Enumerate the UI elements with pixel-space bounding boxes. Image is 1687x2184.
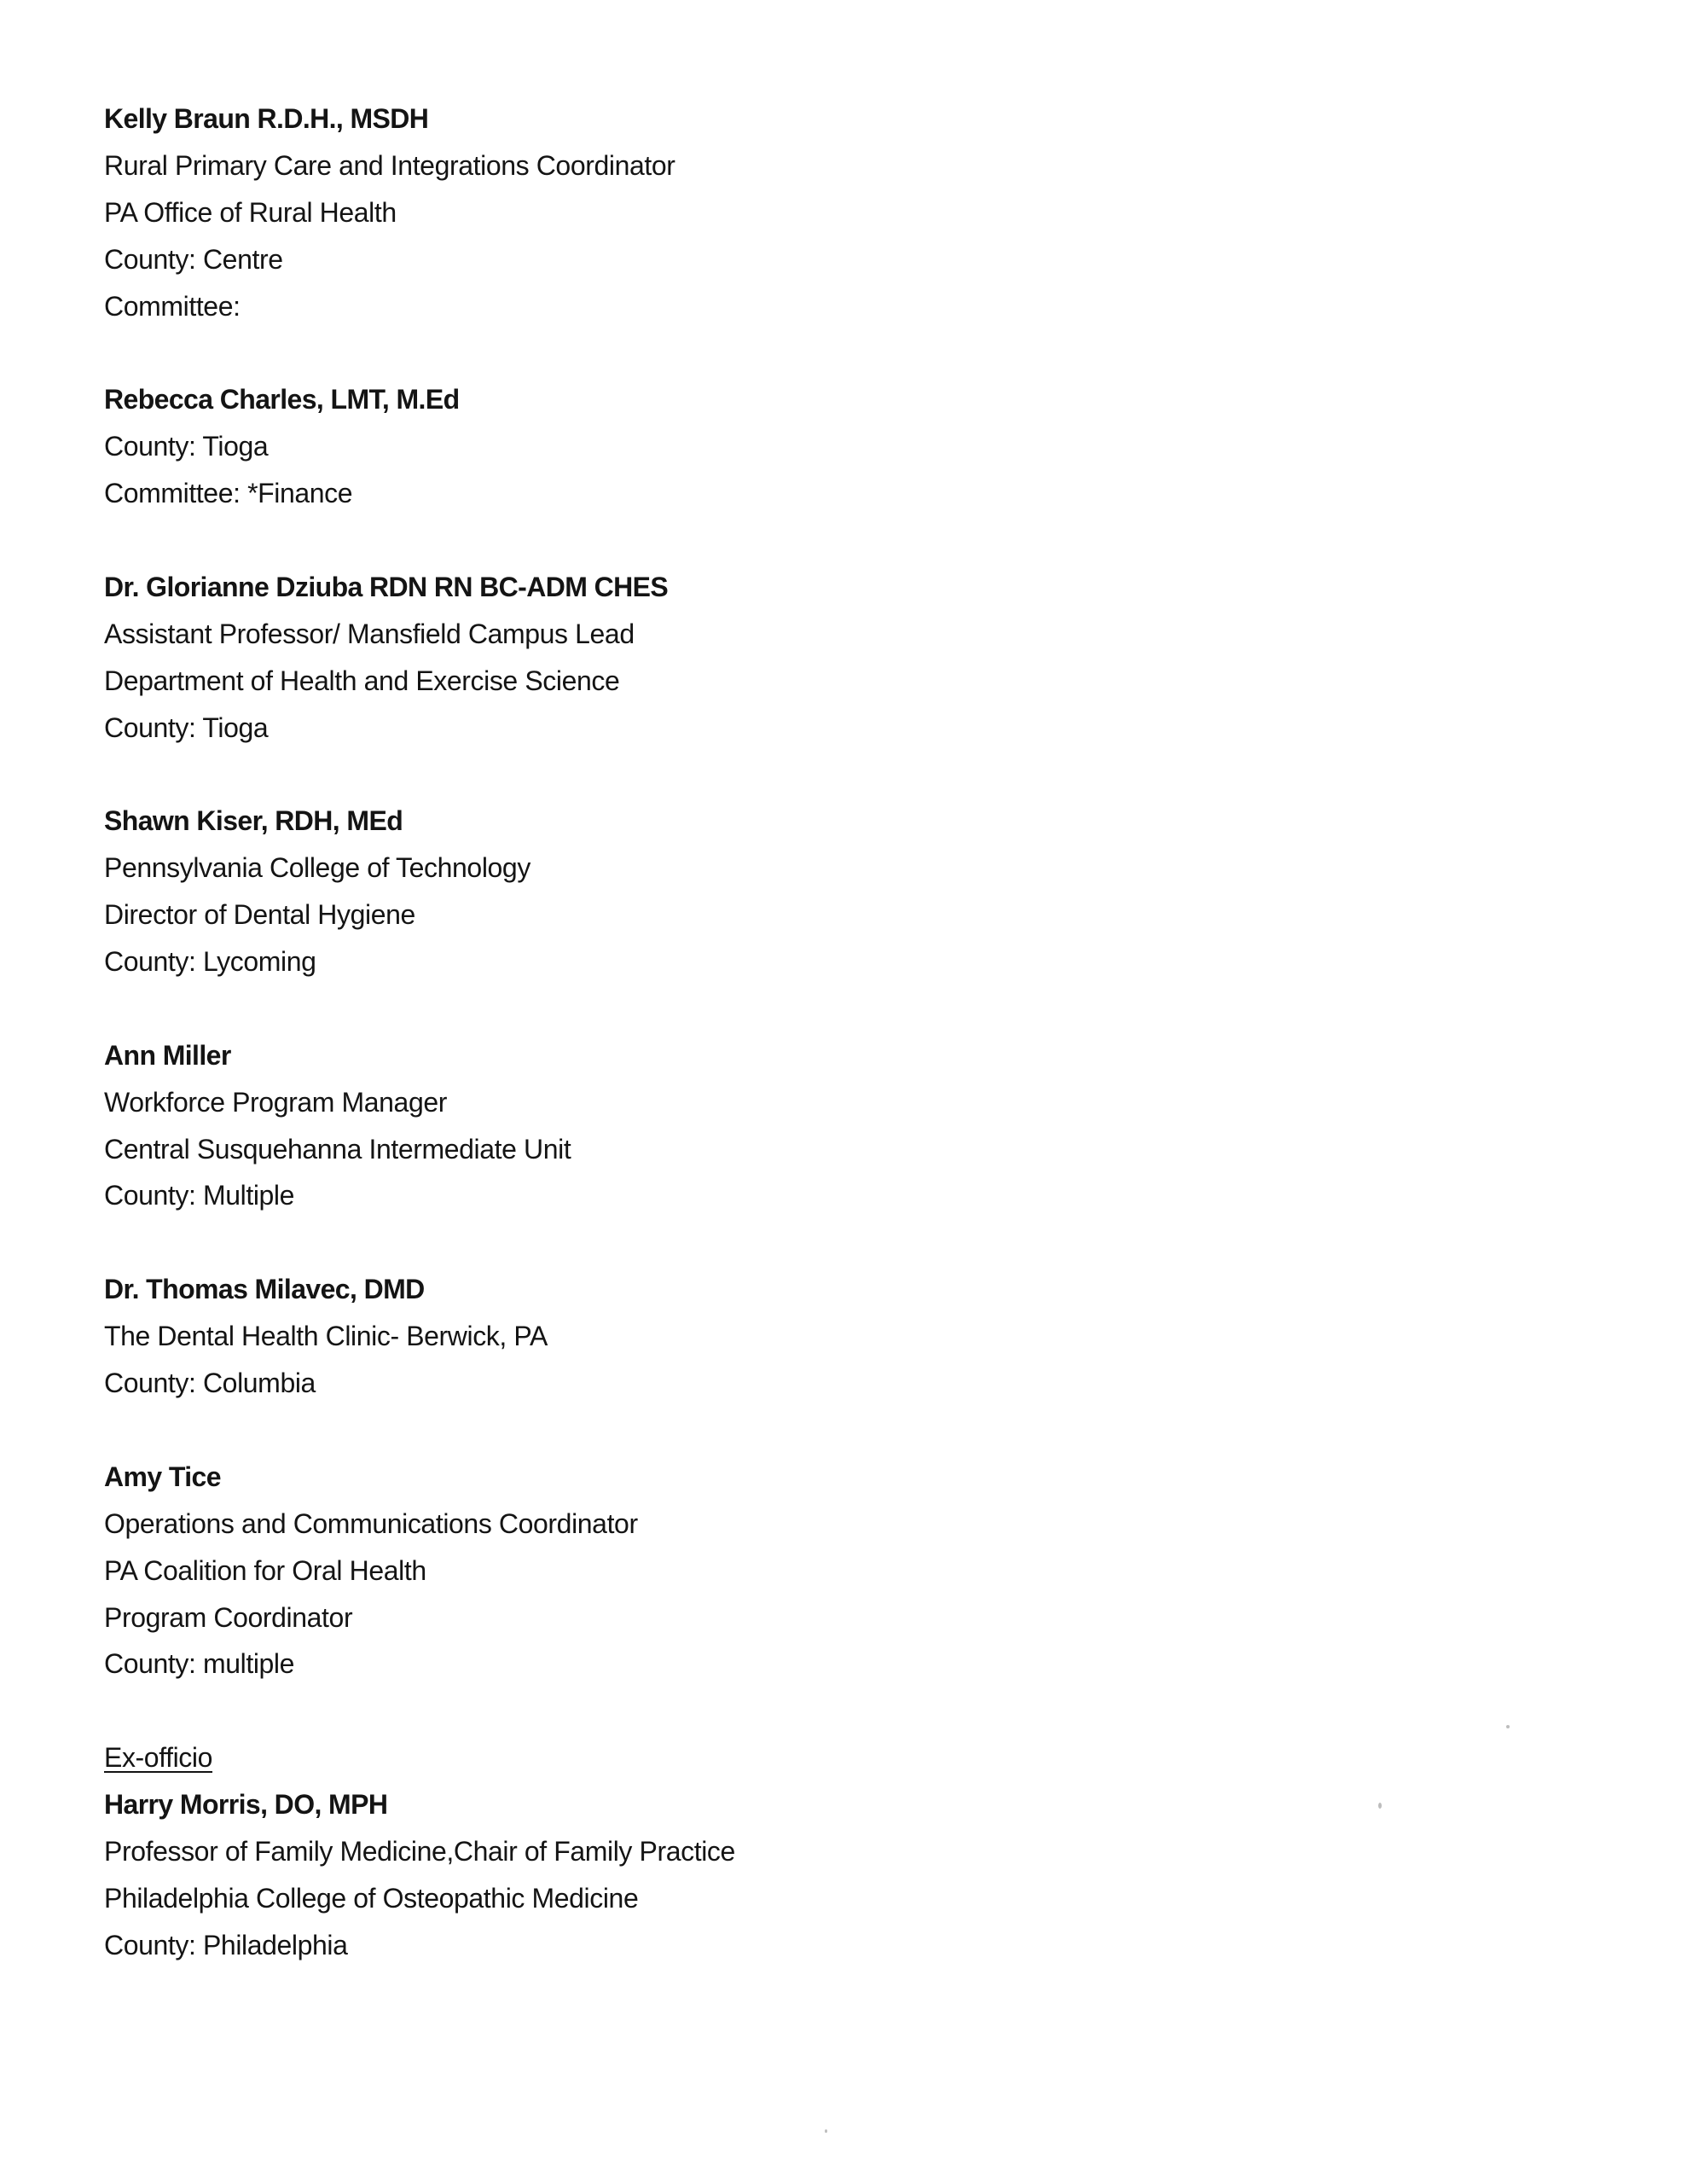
member-name: Ann Miller <box>104 1039 231 1071</box>
member-role: Program Coordinator <box>104 1601 353 1633</box>
member-county: County: Multiple <box>104 1180 295 1211</box>
member-county: County: Tioga <box>104 431 269 462</box>
member-organization: PA Office of Rural Health <box>104 196 397 228</box>
member-title: Professor of Family Medicine,Chair of Family Practice <box>104 1835 735 1867</box>
member-department: Department of Health and Exercise Science <box>104 665 620 696</box>
member-organization: Pennsylvania College of Technology <box>104 852 530 884</box>
member-title: Workforce Program Manager <box>104 1086 448 1118</box>
member-organization: PA Coalition for Oral Health <box>104 1554 426 1586</box>
member-county: County: Tioga <box>104 712 269 743</box>
member-entry <box>104 376 1383 517</box>
member-name: Kelly Braun R.D.H., MSDH <box>104 103 429 134</box>
member-committee: Committee: *Finance <box>104 478 353 509</box>
member-entry <box>104 1266 1383 1407</box>
member-organization: Philadelphia College of Osteopathic Medicine <box>104 1882 639 1914</box>
member-title: Assistant Professor/ Mansfield Campus Lead <box>104 618 635 649</box>
member-county: County: Columbia <box>104 1368 316 1399</box>
member-county: County: multiple <box>104 1648 295 1680</box>
member-county: County: Lycoming <box>104 946 316 978</box>
member-title: Director of Dental Hygiene <box>104 899 415 931</box>
member-name: Amy Tice <box>104 1461 221 1492</box>
member-title: Rural Primary Care and Integrations Coordinator <box>104 149 675 181</box>
member-committee: Committee: <box>104 290 241 322</box>
member-organization: The Dental Health Clinic- Berwick, PA <box>104 1321 548 1352</box>
member-county: County: Centre <box>104 243 283 275</box>
member-name: Dr. Thomas Milavec, DMD <box>104 1274 425 1305</box>
member-title: Operations and Communications Coordinator <box>104 1507 638 1539</box>
ex-officio-section <box>104 1734 1383 1968</box>
member-organization: Central Susquehanna Intermediate Unit <box>104 1133 571 1165</box>
ex-officio-heading: Ex-officio <box>104 1742 213 1774</box>
member-name: Harry Morris, DO, MPH <box>104 1789 388 1821</box>
member-name: Rebecca Charles, LMT, M.Ed <box>104 384 460 415</box>
member-entry <box>104 564 1383 752</box>
member-list <box>104 96 1383 2016</box>
member-name: Dr. Glorianne Dziuba RDN RN BC-ADM CHES <box>104 571 669 602</box>
scan-speck <box>1506 1725 1510 1728</box>
member-entry <box>104 1454 1383 1687</box>
member-name: Shawn Kiser, RDH, MEd <box>104 805 403 837</box>
scan-speck <box>1378 1803 1382 1809</box>
scan-speck <box>825 2129 827 2133</box>
member-county: County: Philadelphia <box>104 1929 348 1960</box>
member-entry <box>104 798 1383 985</box>
member-entry <box>104 1032 1383 1220</box>
member-entry <box>104 96 1383 329</box>
